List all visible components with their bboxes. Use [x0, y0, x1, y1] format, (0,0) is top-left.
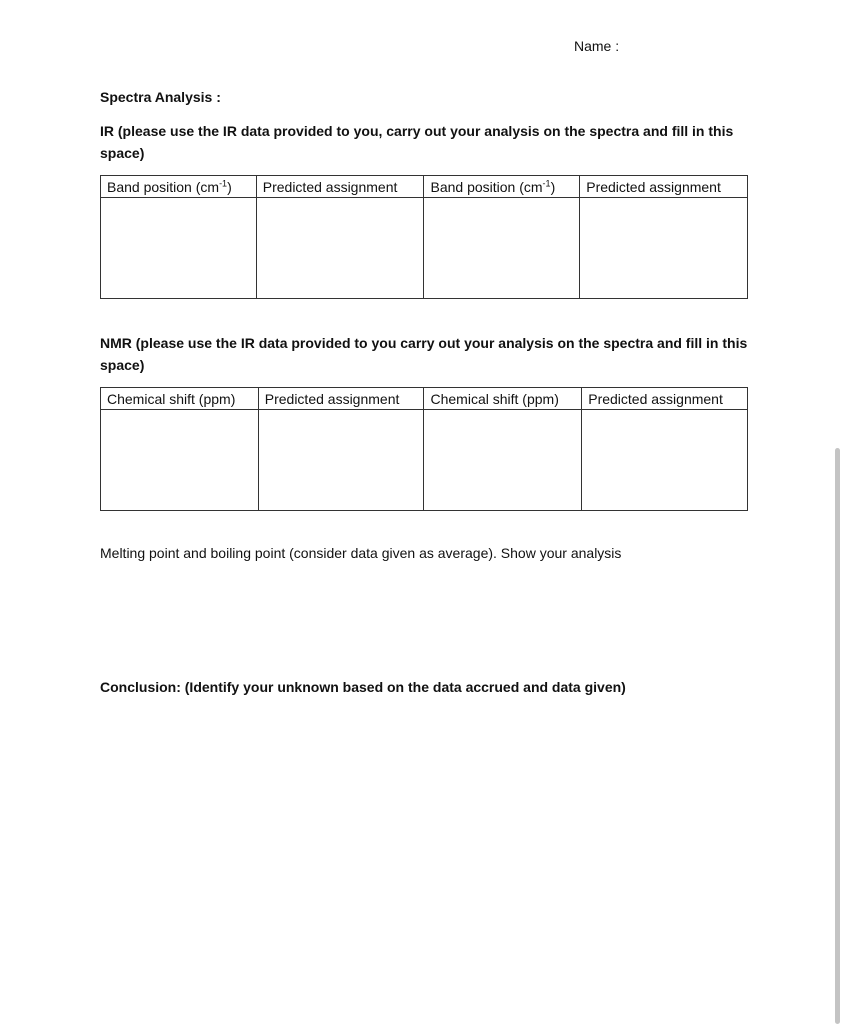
ir-answer-cell-1[interactable]	[101, 198, 257, 299]
melting-boiling-point-prompt: Melting point and boiling point (consider data given as average). Show your analysis	[100, 545, 622, 561]
nmr-header-predicted-assignment-2: Predicted assignment	[582, 388, 748, 410]
nmr-table-answer-row	[101, 410, 748, 511]
nmr-answer-cell-2[interactable]	[258, 410, 424, 511]
spectra-analysis-title: Spectra Analysis :	[100, 89, 221, 105]
ir-header-predicted-assignment-2: Predicted assignment	[580, 176, 748, 198]
ir-instruction: IR (please use the IR data provided to you, carry out your analysis on the spectra and fill in this space)	[100, 123, 734, 161]
name-label: Name :	[574, 38, 620, 54]
nmr-header-predicted-assignment-1: Predicted assignment	[258, 388, 424, 410]
ir-table-answer-row	[101, 198, 748, 299]
conclusion-prompt: Conclusion: (Identify your unknown based on the data accrued and data given)	[100, 679, 626, 695]
ir-header-band-position-2: Band position $(cm^{-1})$	[424, 176, 580, 198]
nmr-instruction: NMR (please use the IR data provided to you carry out your analysis on the spectra and fill in this space)	[100, 335, 748, 373]
ir-answer-cell-3[interactable]	[424, 198, 580, 299]
ir-table-header-row	[101, 176, 748, 198]
ir-header-band-position-1: Band position $(cm^{-1})$	[101, 176, 257, 198]
nmr-table-header-row	[101, 388, 748, 410]
nmr-header-chemical-shift-2: Chemical shift (ppm)	[424, 388, 582, 410]
nmr-table	[100, 387, 748, 511]
ir-header-predicted-assignment-1: Predicted assignment	[256, 176, 424, 198]
nmr-answer-cell-1[interactable]	[101, 410, 259, 511]
nmr-answer-cell-3[interactable]	[424, 410, 582, 511]
ir-table	[100, 175, 748, 299]
nmr-header-chemical-shift-1: Chemical shift (ppm)	[101, 388, 259, 410]
ir-answer-cell-4[interactable]	[580, 198, 748, 299]
nmr-answer-cell-4[interactable]	[582, 410, 748, 511]
ir-answer-cell-2[interactable]	[256, 198, 424, 299]
vertical-scrollbar[interactable]	[835, 448, 840, 1024]
